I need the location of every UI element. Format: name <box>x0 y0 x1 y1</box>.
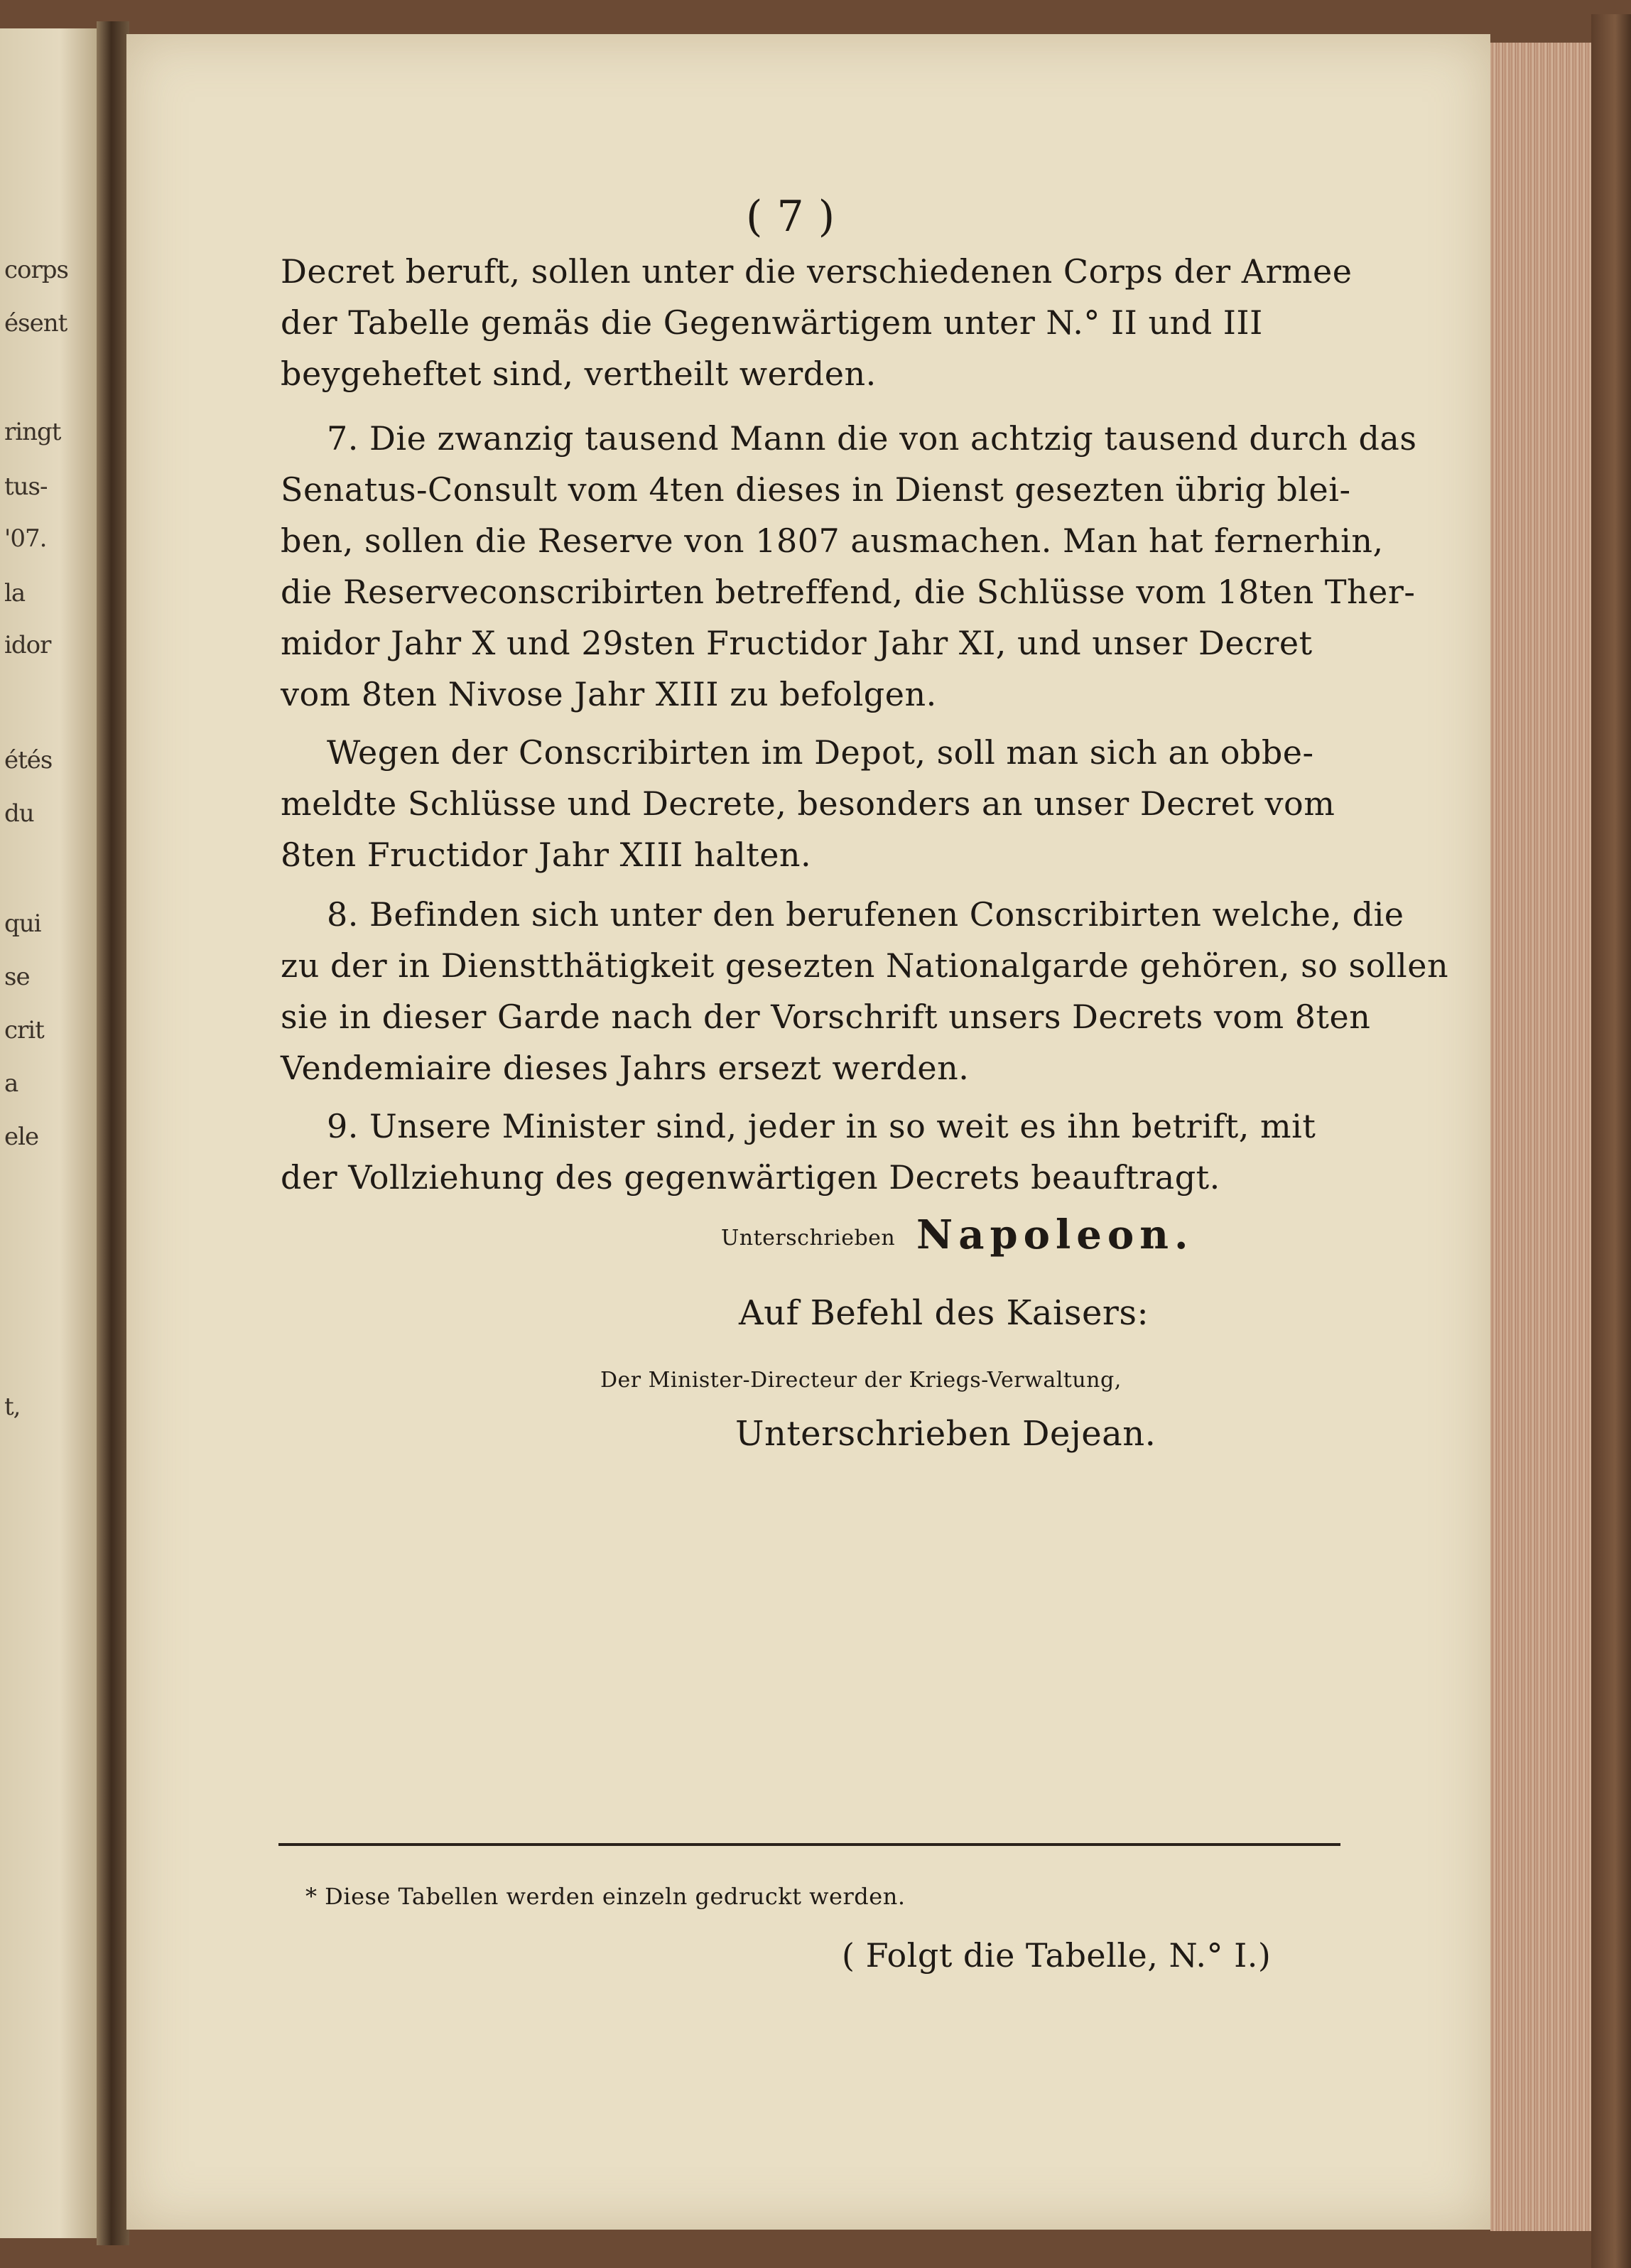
signature-napoleon: Napoleon. <box>916 1211 1194 1258</box>
book-cover-edge <box>1591 14 1631 2268</box>
body-line: sie in dieser Garde nach der Vorschrift unsers Decrets vom 8ten <box>281 998 1371 1036</box>
footnote-rule <box>278 1843 1340 1846</box>
page-edges <box>1490 43 1597 2231</box>
facing-text: '07. <box>4 524 47 553</box>
body-line: beygeheftet sind, vertheilt werden. <box>281 355 877 393</box>
body-line: zu der in Dienstthätigkeit gesezten Nationalgarde gehören, so sollen <box>281 946 1449 985</box>
body-line: midor Jahr X und 29sten Fructidor Jahr XI, und unser Decret <box>281 624 1313 662</box>
facing-text: crit <box>4 1016 44 1044</box>
office-line: Der Minister-Directeur der Kriegs-Verwaltung, <box>600 1368 1122 1393</box>
body-line: Decret beruft, sollen unter die verschiedenen Corps der Armee <box>281 252 1353 291</box>
signature-dejean: Unterschrieben Dejean. <box>735 1414 1156 1454</box>
body-line: vom 8ten Nivose Jahr XIII zu befolgen. <box>281 675 937 713</box>
body-line: der Tabelle gemäs die Gegenwärtigem unter N.° II und III <box>281 303 1263 342</box>
facing-page-edge <box>0 28 99 2238</box>
body-line: die Reserveconscribirten betreffend, die Schlüsse vom 18ten Ther- <box>281 573 1416 611</box>
continuation-note: ( Folgt die Tabelle, N.° I.) <box>842 1936 1272 1975</box>
facing-text: qui <box>4 909 41 938</box>
facing-text: t, <box>4 1393 21 1421</box>
facing-text: ele <box>4 1123 39 1151</box>
facing-text: a <box>4 1069 18 1098</box>
body-line: 9. Unsere Minister sind, jeder in so weit es ihn betrift, mit <box>327 1107 1316 1145</box>
body-line: der Vollziehung des gegenwärtigen Decrets beauftragt. <box>281 1158 1220 1197</box>
page-number: ( 7 ) <box>746 192 835 242</box>
body-line: Wegen der Conscribirten im Depot, soll man sich an obbe- <box>327 733 1314 772</box>
facing-text: se <box>4 963 30 991</box>
body-line: 7. Die zwanzig tausend Mann die von achtzig tausend durch das <box>327 419 1417 458</box>
book-gutter <box>97 21 129 2245</box>
facing-text: étés <box>4 746 53 774</box>
facing-text: corps <box>4 256 68 284</box>
body-line: meldte Schlüsse und Decrete, besonders an unser Decret vom <box>281 784 1335 823</box>
facing-text: ésent <box>4 309 67 338</box>
facing-text: ringt <box>4 418 61 446</box>
body-line: ben, sollen die Reserve von 1807 ausmachen. Man hat fernerhin, <box>281 522 1384 560</box>
signed-label: Unterschrieben <box>721 1226 896 1251</box>
footnote: * Diese Tabellen werden einzeln gedruckt werden. <box>305 1883 906 1910</box>
body-line: 8ten Fructidor Jahr XIII halten. <box>281 836 812 874</box>
body-line: Vendemiaire dieses Jahrs ersezt werden. <box>281 1049 970 1087</box>
facing-text: du <box>4 799 34 828</box>
body-line: 8. Befinden sich unter den berufenen Conscribirten welche, die <box>327 895 1404 934</box>
command-line: Auf Befehl des Kaisers: <box>739 1293 1149 1333</box>
facing-text: tus- <box>4 472 48 501</box>
facing-text: idor <box>4 631 51 659</box>
facing-text: la <box>4 579 26 608</box>
body-line: Senatus-Consult vom 4ten dieses in Dienst gesezten übrig blei- <box>281 470 1351 509</box>
